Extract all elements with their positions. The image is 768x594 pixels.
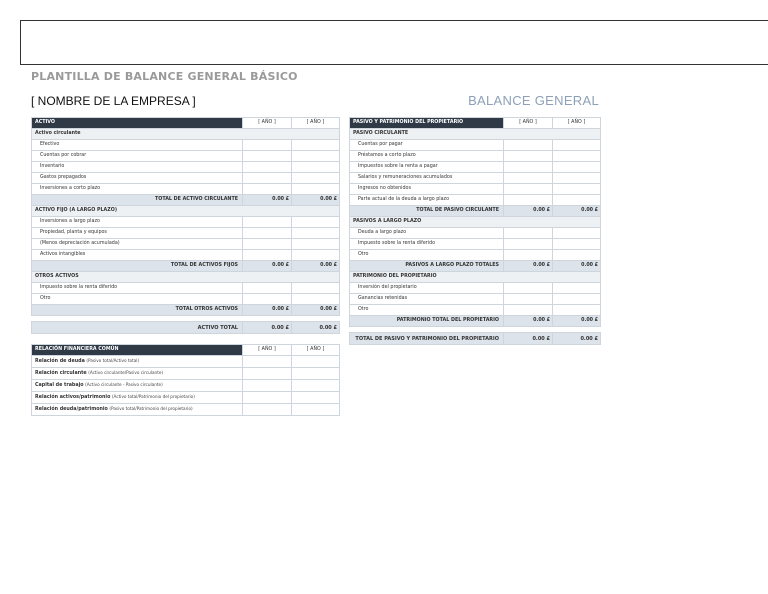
total-value: 0.00 £ [243,261,292,272]
total-label: PATRIMONIO TOTAL DEL PROPIETARIO [350,316,504,327]
total-label: TOTAL DE ACTIVOS FIJOS [32,261,243,272]
value-cell[interactable] [292,239,340,250]
section-title: PASIVOS A LARGO PLAZO [350,217,601,228]
total-value: 0.00 £ [504,206,553,217]
company-name-field[interactable]: [ NOMBRE DE LA EMPRESA ] [31,94,196,108]
sheet-title: BALANCE GENERAL [468,93,599,108]
line-item-label: Ingresos no obtenidos [350,184,504,195]
ratio-label [32,392,243,404]
value-cell[interactable] [504,195,553,206]
ratio-name: Relación deuda/patrimonio [35,407,108,413]
line-item-label: Inversiones a largo plazo [32,217,243,228]
line-item-label: Inversión del propietario [350,283,504,294]
value-cell[interactable] [504,228,553,239]
value-cell[interactable] [243,404,292,416]
line-item-label: Gastos prepagados [32,173,243,184]
value-cell[interactable] [292,162,340,173]
value-cell[interactable] [553,228,601,239]
ratios-header: RELACIÓN FINANCIERA COMÚN [32,345,243,356]
value-cell[interactable] [553,162,601,173]
grand-total-value: 0.00 £ [243,322,292,334]
line-item-label: Efectivo [32,140,243,151]
line-item-label: Impuesto sobre la renta diferido [350,239,504,250]
value-cell[interactable] [504,140,553,151]
total-label: TOTAL OTROS ACTIVOS [32,305,243,316]
ratios-year1-header[interactable]: [ AÑO ] [243,345,292,356]
value-cell[interactable] [553,173,601,184]
total-value: 0.00 £ [292,195,340,206]
value-cell[interactable] [553,239,601,250]
grand-total-value: 0.00 £ [553,333,601,345]
section-title: PASIVO CIRCULANTE [350,129,601,140]
value-cell[interactable] [243,356,292,368]
ratio-formula: (Activo total/Patrimonio del propietario) [111,394,195,400]
total-label: TOTAL DE PASIVO CIRCULANTE [350,206,504,217]
value-cell[interactable] [243,283,292,294]
value-cell[interactable] [243,162,292,173]
value-cell[interactable] [243,140,292,151]
line-item-label: Impuestos sobre la renta a pagar [350,162,504,173]
ratio-label [32,368,243,380]
ratio-label [32,404,243,416]
value-cell[interactable] [504,162,553,173]
section-title: OTROS ACTIVOS [32,272,340,283]
grand-total-label: ACTIVO TOTAL [32,322,243,334]
total-value: 0.00 £ [292,261,340,272]
ratios-table [31,344,340,416]
value-cell[interactable] [243,173,292,184]
assets-table [31,117,340,334]
value-cell[interactable] [504,283,553,294]
line-item-label: Ganancias retenidas [350,294,504,305]
value-cell[interactable] [553,140,601,151]
section-title: ACTIVO FIJO (A LARGO PLAZO) [32,206,340,217]
total-value: 0.00 £ [243,195,292,206]
grand-total-value: 0.00 £ [504,333,553,345]
section-title: PATRIMONIO DEL PROPIETARIO [350,272,601,283]
total-value: 0.00 £ [292,305,340,316]
line-item-label: Otro [350,305,504,316]
ratio-name: Relación circulante [35,371,87,377]
line-item-label: (Menos depreciación acumulada) [32,239,243,250]
line-item-label: Otro [32,294,243,305]
value-cell[interactable] [243,294,292,305]
value-cell[interactable] [243,380,292,392]
line-item-label: Cuentas por cobrar [32,151,243,162]
value-cell[interactable] [504,250,553,261]
line-item-label: Salarios y remuneraciones acumulados [350,173,504,184]
total-value: 0.00 £ [504,316,553,327]
total-value: 0.00 £ [243,305,292,316]
line-item-label: Inversiones a corto plazo [32,184,243,195]
value-cell[interactable] [243,151,292,162]
total-label: TOTAL DE ACTIVO CIRCULANTE [32,195,243,206]
value-cell[interactable] [243,217,292,228]
assets-year1-header[interactable]: [ AÑO ] [243,118,292,129]
value-cell[interactable] [553,305,601,316]
value-cell[interactable] [292,250,340,261]
line-item-label: Otro [350,250,504,261]
liabilities-year2-header[interactable]: [ AÑO ] [553,118,601,129]
value-cell[interactable] [553,294,601,305]
value-cell[interactable] [553,195,601,206]
liabilities-header: PASIVO Y PATRIMONIO DEL PROPIETARIO [350,118,504,129]
line-item-label: Préstamos a corto plazo [350,151,504,162]
value-cell[interactable] [292,404,340,416]
value-cell[interactable] [292,380,340,392]
value-cell[interactable] [243,392,292,404]
grand-total-value: 0.00 £ [292,322,340,334]
ratio-formula: (Activo circulante/Pasivo circulante) [88,370,164,376]
line-item-label: Activos intangibles [32,250,243,261]
value-cell[interactable] [243,368,292,380]
value-cell[interactable] [504,305,553,316]
document-title: PLANTILLA DE BALANCE GENERAL BÁSICO [31,70,298,83]
total-value: 0.00 £ [553,261,601,272]
value-cell[interactable] [292,217,340,228]
liabilities-table [349,117,601,345]
line-item-label: Impuesto sobre la renta diferido [32,283,243,294]
value-cell[interactable] [292,294,340,305]
value-cell[interactable] [292,173,340,184]
total-value: 0.00 £ [553,206,601,217]
value-cell[interactable] [243,228,292,239]
total-value: 0.00 £ [553,316,601,327]
value-cell[interactable] [243,250,292,261]
line-item-label: Cuentas por pagar [350,140,504,151]
value-cell[interactable] [292,392,340,404]
value-cell[interactable] [292,151,340,162]
value-cell[interactable] [504,173,553,184]
value-cell[interactable] [292,283,340,294]
ratio-label [32,356,243,368]
line-item-label: Deuda a largo plazo [350,228,504,239]
value-cell[interactable] [553,283,601,294]
value-cell[interactable] [292,140,340,151]
value-cell[interactable] [553,151,601,162]
ratio-formula: (Activo circulante - Pasivo circulante) [85,382,163,388]
total-label: PASIVOS A LARGO PLAZO TOTALES [350,261,504,272]
value-cell[interactable] [504,184,553,195]
ratio-formula: (Pasivo total/Patrimonio del propietario) [109,406,193,412]
assets-year2-header[interactable]: [ AÑO ] [292,118,340,129]
line-item-label: Parte actual de la deuda a largo plazo [350,195,504,206]
line-item-label: Inventario [32,162,243,173]
value-cell[interactable] [504,239,553,250]
ratio-name: Relación de deuda [35,359,85,365]
assets-header: ACTIVO [32,118,243,129]
value-cell[interactable] [292,228,340,239]
value-cell[interactable] [553,184,601,195]
grand-total-label: TOTAL DE PASIVO Y PATRIMONIO DEL PROPIETARIO [350,333,504,345]
header-placeholder-box [20,20,768,65]
value-cell[interactable] [553,250,601,261]
line-item-label: Propiedad, planta y equipos [32,228,243,239]
liabilities-year1-header[interactable]: [ AÑO ] [504,118,553,129]
value-cell[interactable] [243,184,292,195]
ratio-label [32,380,243,392]
value-cell[interactable] [292,368,340,380]
value-cell[interactable] [243,239,292,250]
total-value: 0.00 £ [504,261,553,272]
ratio-formula: (Pasivo total/Activo total) [86,358,140,364]
value-cell[interactable] [292,184,340,195]
ratio-name: Capital de trabajo [35,383,84,389]
value-cell[interactable] [504,294,553,305]
value-cell[interactable] [292,356,340,368]
ratios-year2-header[interactable]: [ AÑO ] [292,345,340,356]
value-cell[interactable] [504,151,553,162]
ratio-name: Relación activos/patrimonio [35,395,111,401]
section-title: Activo circulante [32,129,340,140]
